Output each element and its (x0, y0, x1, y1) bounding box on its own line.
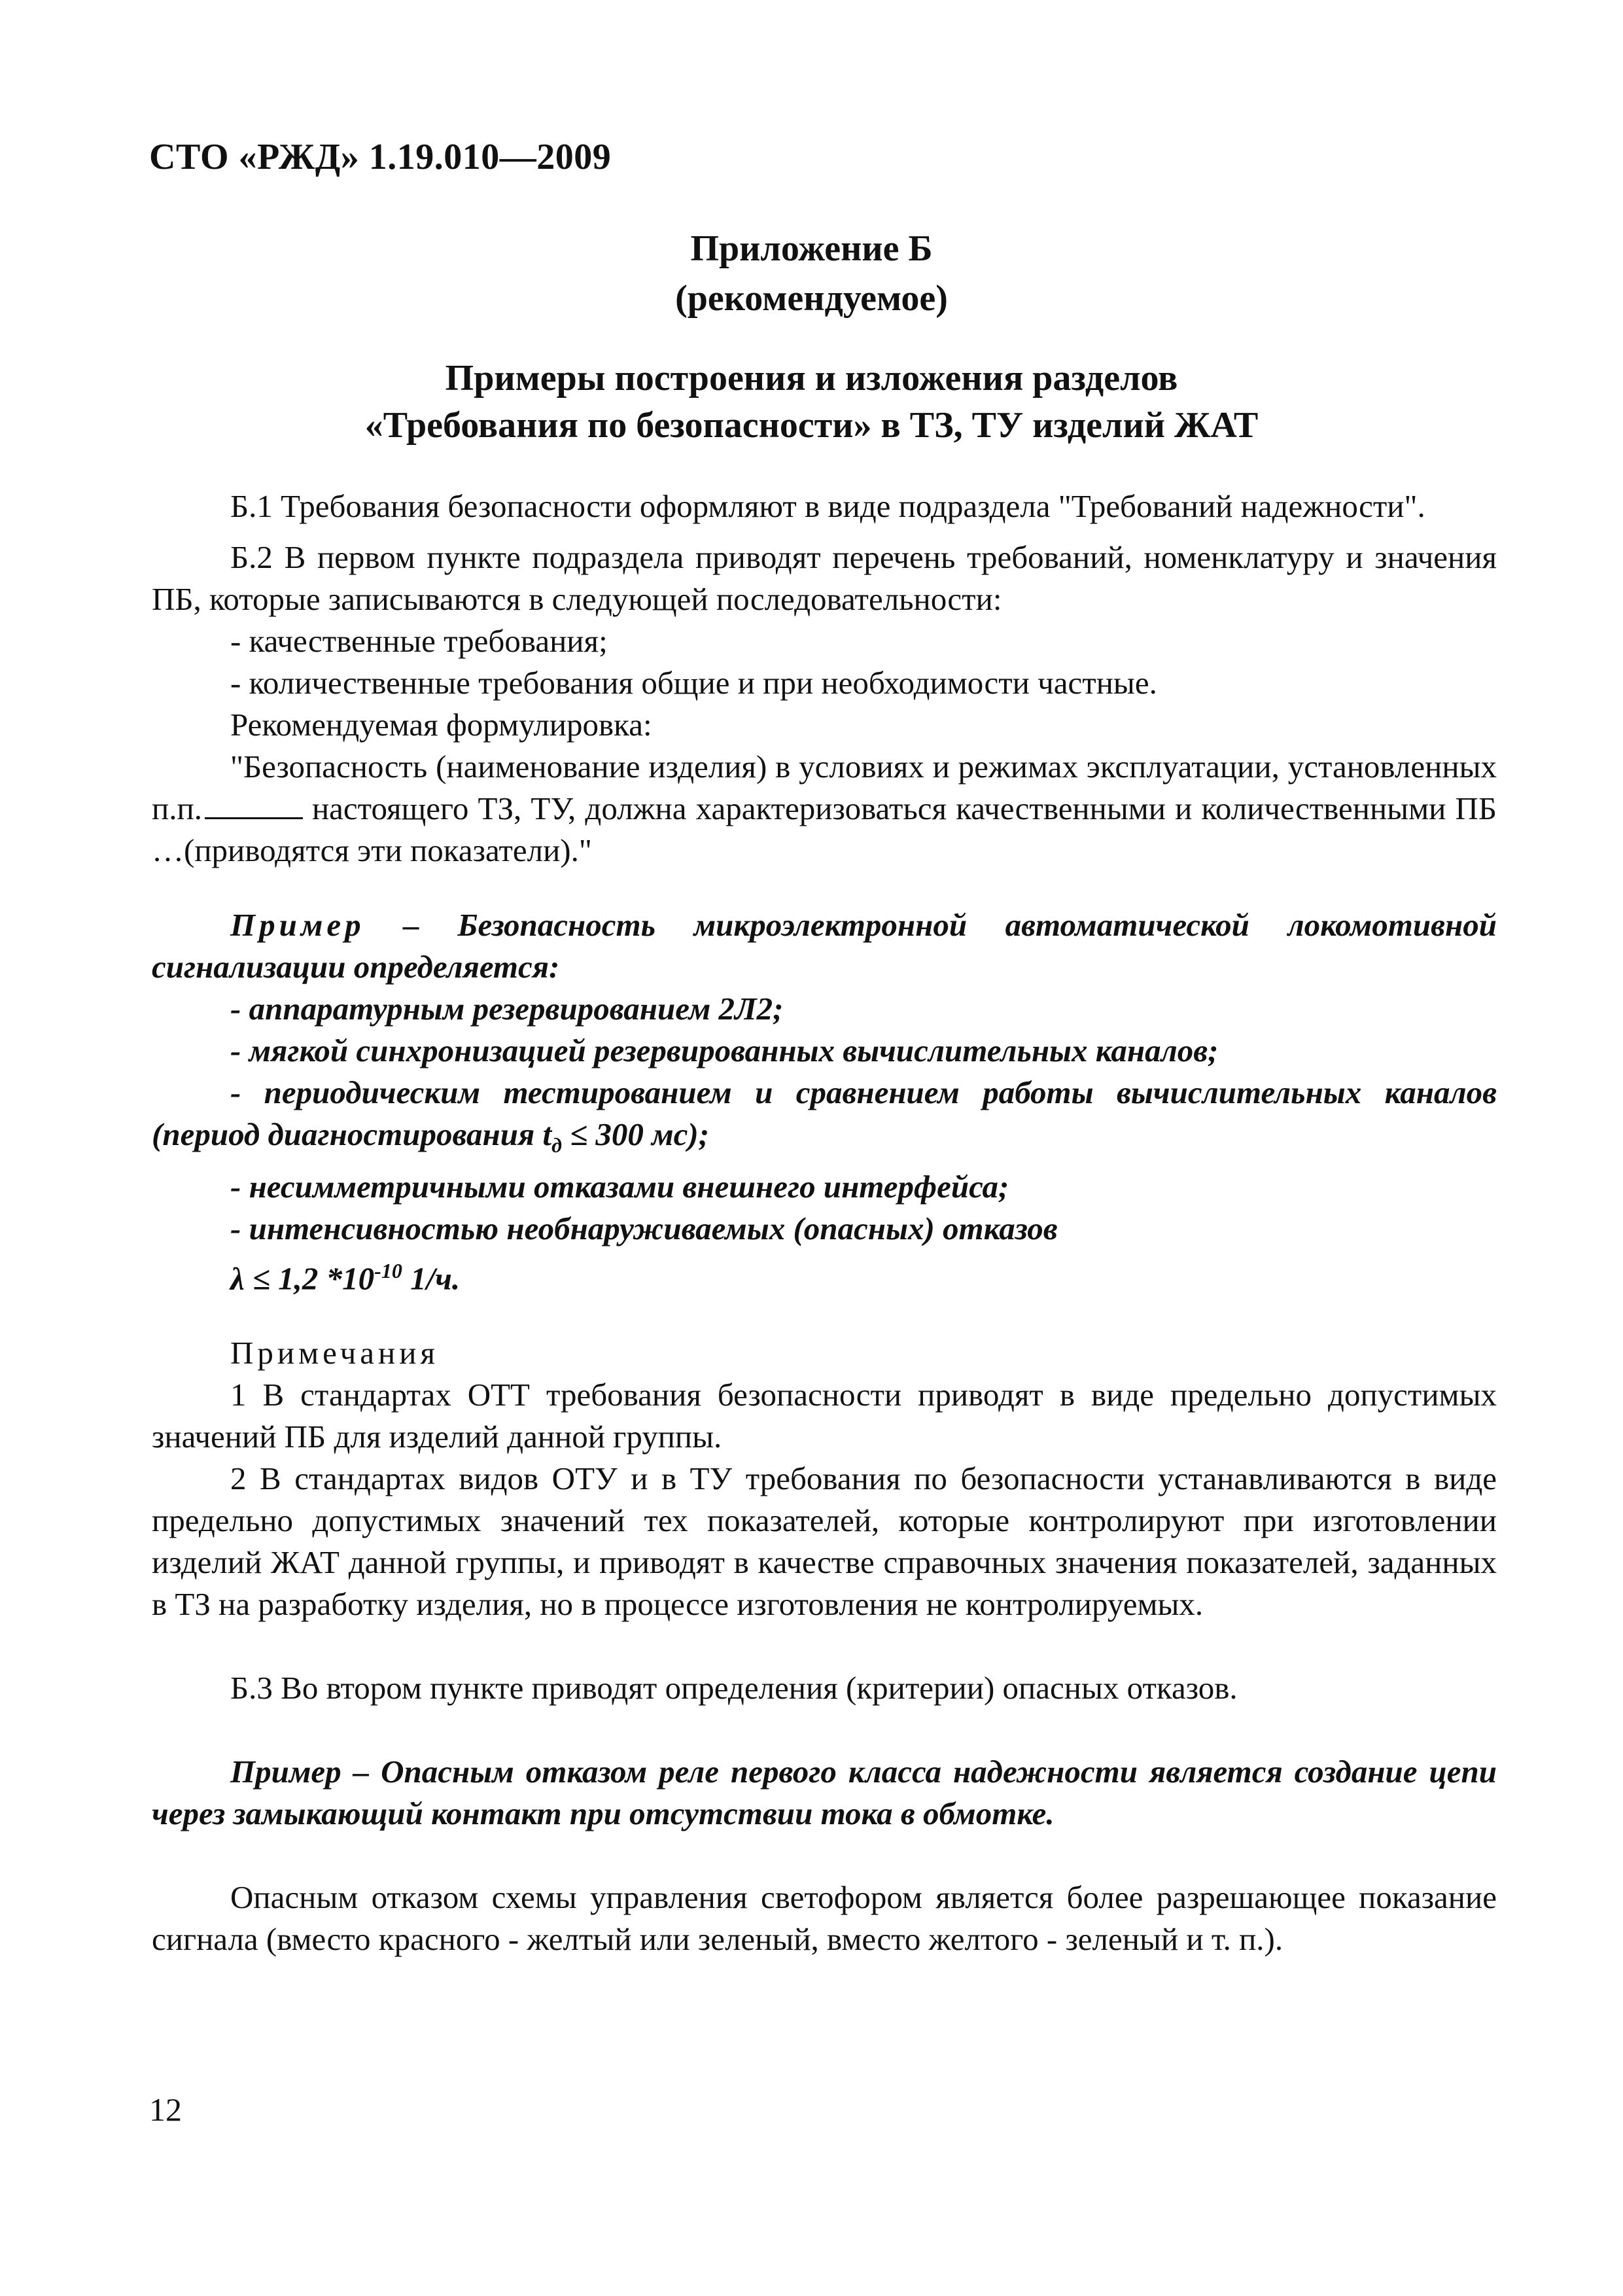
section-heading (0, 355, 1623, 449)
example-item: - несимметричными отказами внешнего интерфейса; (230, 1168, 1009, 1205)
heading-line-2: «Требования по безопасности» в ТЗ, ТУ изделий ЖАТ (364, 405, 1259, 446)
heading-line-1: Примеры построения и изложения разделов (445, 358, 1178, 398)
paragraph-b2-intro: Б.2 В первом пункте подраздела приводят перечень требований, номенклатуру и значения ПБ, которые записываются в следующей последовательности: (152, 539, 1497, 617)
paragraph-b3: Б.3 Во втором пункте приводят определения (критерии) опасных отказов. (230, 1670, 1238, 1706)
standard-id: СТО «РЖД» 1.19.010—2009 (149, 137, 612, 177)
example-item: - периодическим тестированием и сравнением работы вычислительных каналов (период диагностирования $t_д \le 300$ мс); (152, 1074, 1497, 1157)
blank-field (205, 817, 303, 819)
example-2: Пример – Опасным отказом реле первого класса надежности является создание цепи через замыкающий контакт при отсутствии тока в обмотке. (152, 1754, 1497, 1832)
recommended-wording: "Безопасность (наименование изделия) в условиях и режимах эксплуатации, установленных п.п. настоящего ТЗ, ТУ, должна характеризоваться качественными и количественными ПБ …(приводятся эти показатели)." (152, 749, 1497, 868)
final-paragraph: Опасным отказом схемы управления светофором является более разрешающее показание сигнала (вместо красного - желтый или зеленый, вместо желтого - зеленый и т. п.). (152, 1879, 1497, 1958)
example-item: - аппаратурным резервированием 2Л2; (230, 991, 784, 1027)
example-1: Пример – Безопасность микроэлектронной автоматической локомотивной сигнализации определяется: (152, 907, 1497, 985)
note-2: 2 В стандартах видов ОТУ и в ТУ требования по безопасности устанавливаются в виде предельно допустимых значений тех показателей, которые контролируют при изготовлении изделий ЖАТ данной группы, и приводят в качестве справочных значения показателей, заданных в ТЗ на разработку изделия, но в процессе изготовления не контролируемых. (152, 1460, 1497, 1623)
appendix-title: Приложение Б (690, 228, 933, 269)
note-1: 1 В стандартах ОТТ требования безопасности приводят в виде предельно допустимых значений ПБ для изделий данной группы. (152, 1377, 1497, 1455)
example-item: - мягкой синхронизацией резервированных вычислительных каналов; (230, 1033, 1219, 1069)
example-item: - интенсивностью необнаруживаемых (опасных) отказов (230, 1210, 1058, 1246)
paragraph-b1: Б.1 Требования безопасности оформляют в виде подраздела "Требований надежности". (230, 488, 1425, 524)
notes-title: Примечания (230, 1335, 440, 1371)
document-body (152, 486, 1497, 1960)
recommended-label: Рекомендуемая формулировка: (230, 707, 652, 743)
list-item: - количественные требования общие и при необходимости частные. (230, 665, 1157, 701)
appendix-status: (рекомендуемое) (675, 278, 948, 319)
example-label: Пример (230, 907, 365, 943)
appendix-title-block (0, 224, 1623, 323)
list-item: - качественные требования; (230, 623, 608, 659)
page-number: 12 (149, 2091, 182, 2128)
formula: λ ≤ 1,2 $*10^{-10}$ 1/ч. (230, 1258, 461, 1297)
example-label: Пример (230, 1754, 341, 1790)
